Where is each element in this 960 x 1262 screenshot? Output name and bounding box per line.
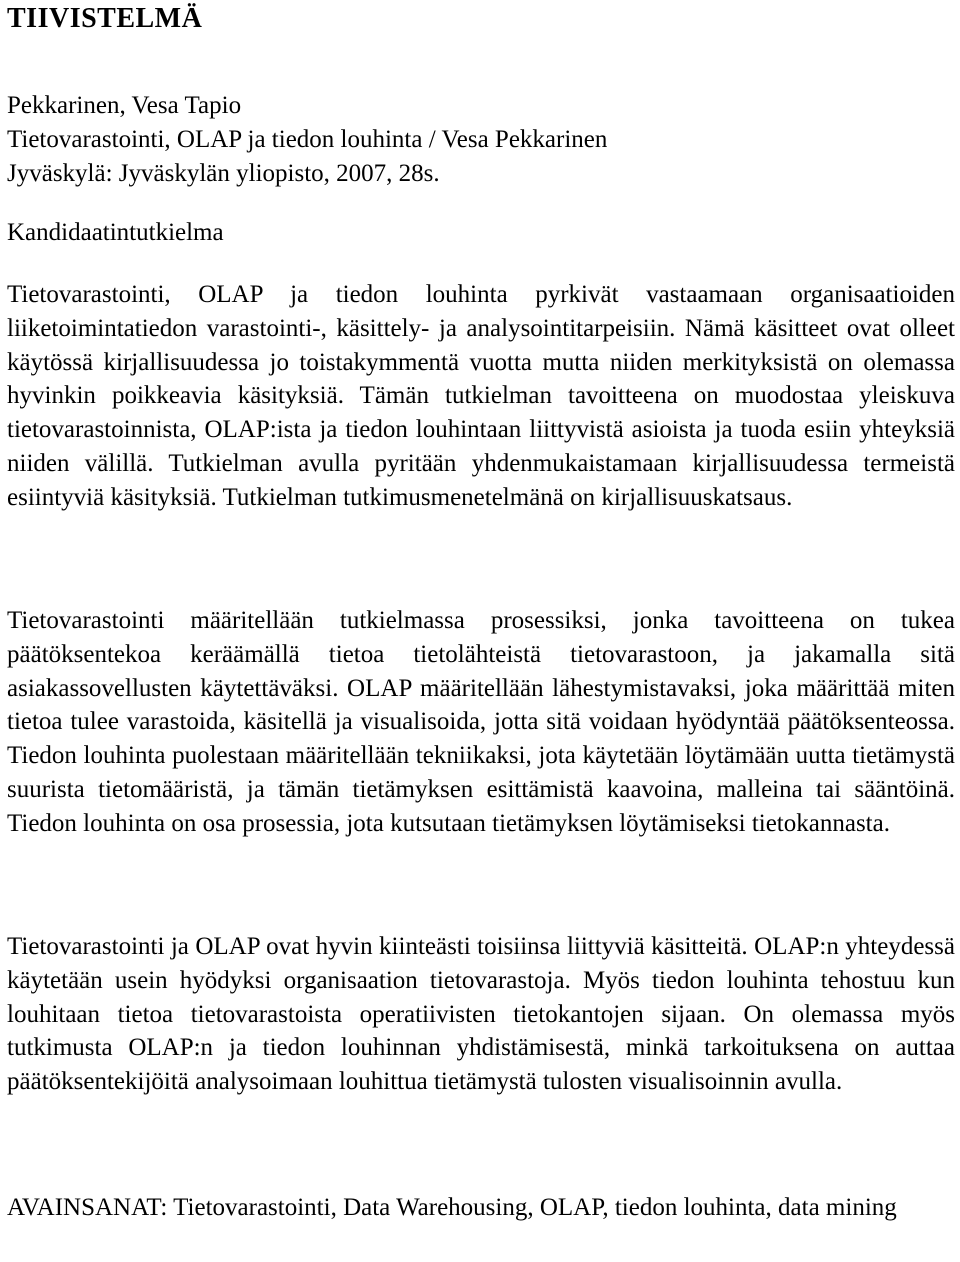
title-line: Tietovarastointi, OLAP ja tiedon louhinta / Vesa Pekkarinen [7, 125, 608, 153]
author-line: Pekkarinen, Vesa Tapio [7, 92, 242, 119]
abstract-paragraph-3: Tietovarastointi ja OLAP ovat hyvin kiinteästi toisiinsa liittyviä käsitteitä. OLAP:n yhteydessä käytetään usein hyödyksi organisaation tietovarastoja. Myös tiedon louhinta tehostuu kun louhitaan tietoa tietovarastoista operatiivisten tietokantojen sijaan. On olemassa myös tutkimusta OLAP:n ja tiedon louhinnan yhdistämisestä, minkä tarkoituksena on auttaa päätöksentekijöitä analysoimaan louhittua tietämystä tulosten visualisoinnin avulla. [7, 933, 955, 1096]
bibliographic-info [7, 89, 955, 190]
abstract-paragraph-2: Tietovarastointi määritellään tutkielmassa prosessiksi, jonka tavoitteena on tukea päätöksentekoa keräämällä tietoa tietolähteistä tietovarastoon, ja jakamalla sitä asiakassovellusten käytettäväksi. OLAP määritellään lähestymistavaksi, joka määrittää miten tietoa tulee varastoida, käsitellä ja visualisoida, jotta sitä voidaan hyödyntää päätöksenteossa. Tiedon louhinta puolestaan määritellään tekniikaksi, jota käytetään löytämään uutta tietämystä suurista tietomääristä, ja tämän tietämyksen esittämistä kaavoina, malleina tai sääntöinä. Tiedon louhinta on osa prosessia, jota kutsutaan tietämyksen löytämiseksi tietokannasta. [7, 607, 955, 837]
page-title: TIIVISTELMÄ [7, 3, 203, 34]
abstract-paragraph-1: Tietovarastointi, OLAP ja tiedon louhinta pyrkivät vastaamaan organisaatioiden liiketoimintatiedon varastointi-, käsittely- ja analysointitarpeisiin. Nämä käsitteet ovat olleet käytössä kirjallisuudessa jo toistakymmentä vuotta mutta niiden merkityksistä on olemassa hyvinkin poikkeavia käsityksiä. Tämän tutkielman tavoitteena on muodostaa yleiskuva tietovarastoinnista, OLAP:ista ja tiedon louhintaan liittyvistä asioista ja tuoda esiin yhteyksiä niiden välillä. Tutkielman avulla pyritään yhdenmukaistamaan kirjallisuudessa termeistä esiintyviä käsityksiä. Tutkielman tutkimusmenetelmänä on kirjallisuuskatsaus. [7, 281, 955, 511]
publisher-line: Jyväskylä: Jyväskylän yliopisto, 2007, 28s. [7, 159, 440, 187]
degree-type: Kandidaatintutkielma [7, 219, 224, 246]
keywords: AVAINSANAT: Tietovarastointi, Data Warehousing, OLAP, tiedon louhinta, data mining [7, 1194, 897, 1221]
